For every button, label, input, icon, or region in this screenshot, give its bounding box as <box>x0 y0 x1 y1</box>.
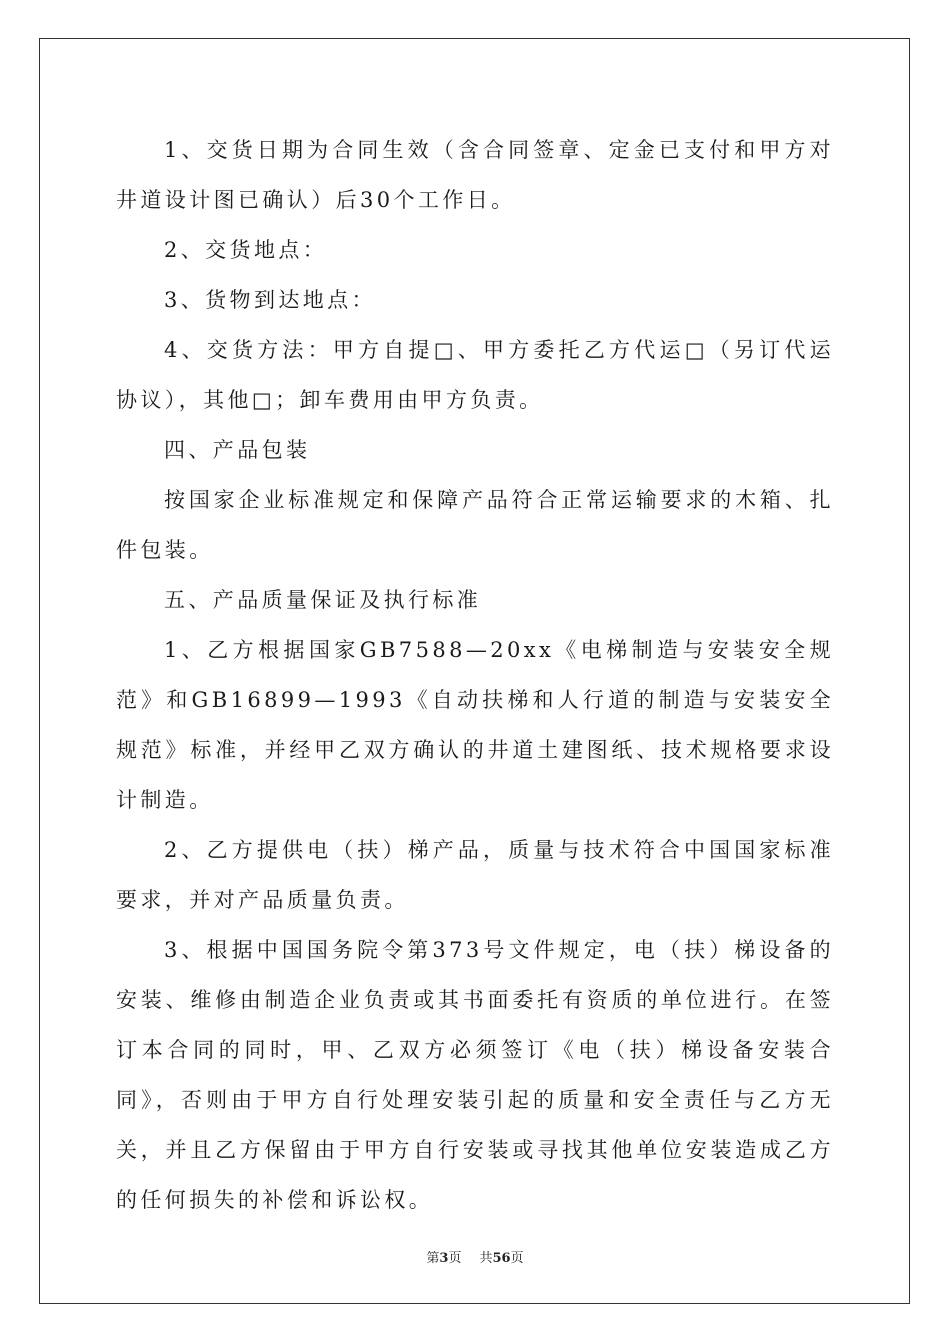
footer-total-prefix: 共 <box>479 1251 493 1266</box>
footer-total-pages: 56 <box>492 1251 511 1266</box>
paragraph-delivery-method: 4、交货方法：甲方自提□、甲方委托乙方代运□（另订代运协议），其他□；卸车费用由甲方负责。 <box>116 338 834 412</box>
paragraph-delivery-place: 2、交货地点： <box>164 238 328 262</box>
document-body <box>116 125 834 1225</box>
footer-page-number: 3 <box>439 1251 449 1266</box>
paragraph-packaging: 按国家企业标准规定和保障产品符合正常运输要求的木箱、扎件包装。 <box>116 488 834 562</box>
footer-page-suffix: 页 <box>448 1251 462 1266</box>
footer-page-prefix: 第 <box>426 1251 440 1266</box>
paragraph-quality-standards: 1、乙方根据国家GB7588—20xx《电梯制造与安装安全规范》和GB16899—1993《自动扶梯和人行道的制造与安装安全规范》标准，并经甲乙双方确认的井道土建图纸、技术规格要求设计制造。 <box>116 638 834 812</box>
footer-total-suffix: 页 <box>510 1251 524 1266</box>
section-heading-packaging: 四、产品包装 <box>164 438 311 462</box>
paragraph-delivery-date: 1、交货日期为合同生效（含合同签章、定金已支付和甲方对井道设计图已确认）后30个工作日。 <box>116 138 834 212</box>
paragraph-arrival-place: 3、货物到达地点： <box>164 288 376 312</box>
section-heading-quality: 五、产品质量保证及执行标准 <box>164 588 482 612</box>
page-footer <box>0 1247 950 1266</box>
paragraph-quality-responsibility: 2、乙方提供电（扶）梯产品，质量与技术符合中国国家标准要求，并对产品质量负责。 <box>116 838 834 912</box>
paragraph-installation-rules: 3、根据中国国务院令第373号文件规定，电（扶）梯设备的安装、维修由制造企业负责或其书面委托有资质的单位进行。在签订本合同的同时，甲、乙双方必须签订《电（扶）梯设备安装合同》，否则由于甲方自行处理安装引起的质量和安全责任与乙方无关，并且乙方保留由于甲方自行安装或寻找其他单位安装造成乙方的任何损失的补偿和诉讼权。 <box>116 938 834 1212</box>
